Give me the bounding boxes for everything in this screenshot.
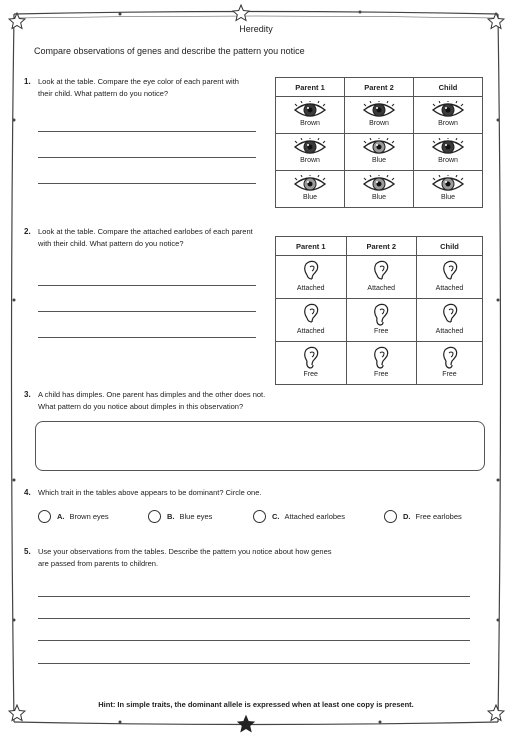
table-header: Child	[414, 78, 483, 97]
option-c[interactable]	[253, 510, 345, 523]
radio-circle[interactable]	[148, 510, 161, 523]
option-letter: A.	[57, 512, 65, 521]
table-header: Child	[417, 237, 483, 256]
radio-circle[interactable]	[253, 510, 266, 523]
radio-circle[interactable]	[38, 510, 51, 523]
table-cell	[276, 171, 345, 208]
table-header: Parent 2	[346, 237, 417, 256]
cell-label: Blue	[302, 194, 317, 201]
answer-line[interactable]	[38, 663, 470, 664]
cell-label: Brown	[300, 120, 320, 127]
question-4	[24, 487, 261, 499]
table-cell	[276, 97, 345, 134]
radio-circle[interactable]	[384, 510, 397, 523]
ear-icon	[441, 346, 459, 370]
eye-icon	[431, 138, 465, 156]
cell-label: Brown	[300, 157, 320, 164]
table-cell	[345, 171, 414, 208]
ear-icon	[372, 260, 390, 284]
option-a[interactable]	[38, 510, 109, 523]
eye-icon	[431, 175, 465, 193]
table-cell	[276, 256, 347, 299]
ear-icon	[302, 260, 320, 284]
table-cell	[346, 256, 417, 299]
eye-icon	[293, 138, 327, 156]
ear-icon	[372, 303, 390, 327]
table-cell	[276, 299, 347, 342]
eye-color-table	[275, 77, 483, 208]
page-title: Heredity	[239, 24, 273, 34]
table-cell	[417, 256, 483, 299]
cell-label: Blue	[440, 194, 455, 201]
hint-text: Hint: In simple traits, the dominant allele is expressed when at least one copy is present.	[98, 700, 414, 709]
option-letter: C.	[272, 512, 280, 521]
page-subtitle: Compare observations of genes and describe the pattern you notice	[34, 46, 305, 56]
answer-line[interactable]	[38, 311, 256, 312]
ear-icon	[441, 303, 459, 327]
table-header: Parent 2	[345, 78, 414, 97]
question-2	[24, 226, 253, 250]
cell-label: Attached	[435, 285, 464, 292]
question-text: Look at the table. Compare the eye color of each parent with	[38, 77, 239, 86]
question-text: Which trait in the tables above appears to be dominant? Circle one.	[38, 488, 262, 497]
cell-label: Blue	[371, 157, 386, 164]
cell-label: Brown	[438, 157, 458, 164]
cell-label: Free	[442, 371, 457, 378]
eye-icon	[293, 175, 327, 193]
option-label: Free earlobes	[415, 512, 462, 521]
answer-line[interactable]	[38, 131, 256, 132]
option-b[interactable]	[148, 510, 212, 523]
option-label: Blue eyes	[179, 512, 213, 521]
question-number: 2.	[24, 227, 31, 236]
table-cell	[417, 299, 483, 342]
cell-label: Brown	[438, 120, 458, 127]
cell-label: Brown	[369, 120, 389, 127]
question-number: 3.	[24, 390, 31, 399]
answer-line[interactable]	[38, 618, 470, 619]
option-label: Attached earlobes	[284, 512, 345, 521]
question-text: Look at the table. Compare the attached earlobes of each parent	[38, 227, 253, 236]
answer-line[interactable]	[38, 183, 256, 184]
question-text: their child. What pattern do you notice?	[38, 89, 169, 98]
answer-line[interactable]	[38, 285, 256, 286]
cell-label: Attached	[296, 285, 325, 292]
answer-box[interactable]	[35, 421, 485, 471]
question-text: A child has dimples. One parent has dimples and the other does not.	[38, 390, 266, 399]
eye-icon	[362, 101, 396, 119]
eye-icon	[431, 101, 465, 119]
cell-label: Blue	[371, 194, 386, 201]
table-cell	[346, 342, 417, 385]
table-header: Parent 1	[276, 78, 345, 97]
cell-label: Attached	[435, 328, 464, 335]
question-number: 1.	[24, 77, 31, 86]
question-text: What pattern do you notice about dimples in this observation?	[38, 402, 244, 411]
answer-line[interactable]	[38, 640, 470, 641]
eye-icon	[362, 175, 396, 193]
question-text: with their child. What pattern do you notice?	[38, 239, 184, 248]
question-3	[24, 389, 265, 413]
earlobe-table	[275, 236, 483, 385]
ear-icon	[302, 303, 320, 327]
cell-label: Attached	[296, 328, 325, 335]
cell-label: Attached	[367, 285, 396, 292]
answer-line[interactable]	[38, 596, 470, 597]
cell-label: Free	[374, 328, 389, 335]
ear-icon	[441, 260, 459, 284]
cell-label: Free	[303, 371, 318, 378]
table-cell	[276, 134, 345, 171]
table-cell	[417, 342, 483, 385]
table-cell	[414, 171, 483, 208]
table-cell	[276, 342, 347, 385]
question-5	[24, 546, 332, 570]
table-cell	[414, 97, 483, 134]
table-cell	[345, 97, 414, 134]
table-cell	[346, 299, 417, 342]
question-number: 4.	[24, 488, 31, 497]
question-1	[24, 76, 239, 100]
table-cell	[345, 134, 414, 171]
answer-line[interactable]	[38, 337, 256, 338]
ear-icon	[302, 346, 320, 370]
eye-icon	[293, 101, 327, 119]
option-d[interactable]	[384, 510, 462, 523]
option-letter: D.	[403, 512, 411, 521]
option-letter: B.	[167, 512, 175, 521]
cell-label: Free	[374, 371, 389, 378]
question-text: are passed from parents to children.	[38, 559, 159, 568]
answer-line[interactable]	[38, 157, 256, 158]
option-label: Brown eyes	[69, 512, 109, 521]
star-icon	[237, 715, 255, 733]
star-icon	[232, 4, 250, 22]
question-text: Use your observations from the tables. Describe the pattern you notice about how genes	[38, 547, 332, 556]
table-cell	[414, 134, 483, 171]
question-number: 5.	[24, 547, 31, 556]
ear-icon	[372, 346, 390, 370]
eye-icon	[362, 138, 396, 156]
table-header: Parent 1	[276, 237, 347, 256]
